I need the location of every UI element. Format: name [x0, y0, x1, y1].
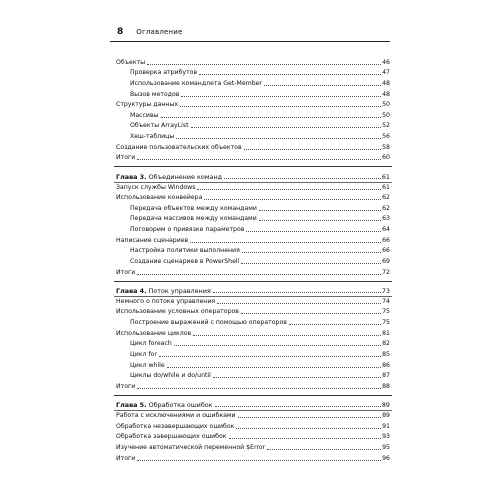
dot-leader: [241, 312, 381, 314]
dot-leader: [215, 405, 381, 407]
entry-page-number: 61: [381, 172, 390, 181]
dot-leader: [289, 323, 381, 325]
toc-entry[interactable]: [116, 359, 390, 370]
dot-leader: [224, 177, 381, 179]
dot-leader: [190, 241, 381, 243]
dot-leader: [147, 63, 381, 65]
dot-leader: [176, 137, 381, 139]
dot-leader: [137, 459, 381, 461]
entry-page-number: 87: [382, 372, 390, 380]
dot-leader: [180, 105, 381, 107]
toc-chapter-entry[interactable]: [116, 399, 390, 410]
entry-title: Цикл for: [130, 350, 157, 358]
entry-title: Немного о потоке управления: [116, 297, 216, 305]
toc-entry[interactable]: [116, 234, 390, 245]
entry-page-number: 95: [382, 443, 390, 451]
chapter-title: Обработка ошибок: [148, 401, 213, 410]
entry-title: Итоги: [116, 454, 136, 462]
dot-leader: [238, 416, 382, 418]
dot-leader: [246, 230, 381, 232]
chapter-label: Глава 3.: [116, 172, 147, 181]
entry-title: Использование конвейера: [116, 194, 203, 202]
entry-title: Хеш-таблицы: [130, 133, 175, 140]
entry-title: Поговорим о привязке параметров: [130, 226, 245, 233]
entry-title: Проверка атрибутов: [130, 69, 198, 77]
entry-title: Массивы: [130, 111, 159, 119]
dot-leader: [217, 302, 381, 304]
dot-leader: [193, 334, 381, 336]
toc-entry[interactable]: [116, 255, 390, 266]
table-of-contents: [116, 56, 390, 463]
dot-leader: [241, 262, 381, 264]
entry-title: Итоги: [116, 154, 136, 162]
toc-chapter-entry[interactable]: [116, 170, 390, 181]
dot-leader: [191, 126, 382, 128]
toc-entry[interactable]: [116, 370, 390, 381]
entry-page-number: 47: [382, 69, 390, 77]
toc-entry[interactable]: [116, 338, 390, 349]
entry-page-number: 63: [382, 215, 390, 223]
entry-title: Запуск службы Windows: [116, 183, 196, 191]
dot-leader: [181, 95, 381, 97]
entry-title: Структуры данных: [116, 101, 179, 109]
entry-page-number: 50: [382, 111, 390, 119]
entry-title: Циклы do/while и do/until: [130, 372, 211, 380]
entry-page-number: 96: [382, 454, 390, 462]
toc-entry[interactable]: [116, 306, 390, 317]
toc-entry[interactable]: [116, 141, 390, 152]
dot-leader: [204, 198, 381, 200]
toc-entry[interactable]: [116, 380, 390, 391]
entry-page-number: 66: [382, 236, 390, 244]
entry-page-number: 86: [382, 361, 390, 369]
entry-page-number: 48: [382, 79, 390, 87]
dot-leader: [161, 116, 382, 118]
entry-page-number: 85: [382, 350, 390, 358]
entry-page-number: 66: [382, 247, 390, 255]
dot-leader: [213, 291, 381, 293]
entry-page-number: 50: [382, 101, 390, 109]
toc-entry[interactable]: [116, 109, 390, 120]
toc-entry[interactable]: [116, 441, 390, 452]
entry-title: Построение выражений с помощью операторов: [130, 319, 287, 326]
toc-entry[interactable]: [116, 223, 390, 234]
entry-page-number: 56: [382, 133, 390, 140]
toc-entry[interactable]: [116, 409, 390, 420]
dot-leader: [137, 273, 381, 275]
entry-title: Использование условных операторов: [116, 308, 239, 316]
header-rule: [110, 41, 390, 42]
toc-entry[interactable]: [116, 452, 390, 463]
dot-leader: [244, 148, 382, 150]
toc-entry[interactable]: [116, 348, 390, 359]
running-header: [117, 27, 390, 41]
chapter-title: Поток управления: [148, 287, 211, 296]
chapter-divider: [116, 162, 390, 170]
toc-entry[interactable]: [116, 316, 390, 327]
dot-leader: [259, 219, 381, 221]
entry-title: Объекты: [116, 58, 146, 66]
toc-entry[interactable]: [116, 88, 390, 99]
entry-page-number: 64: [382, 226, 390, 233]
dot-leader: [267, 448, 381, 450]
dot-leader: [137, 158, 381, 160]
toc-entry[interactable]: [116, 266, 390, 277]
entry-page-number: 58: [382, 143, 390, 151]
dot-leader: [259, 209, 381, 211]
toc-entry[interactable]: [116, 67, 390, 78]
entry-page-number: 74: [382, 297, 390, 305]
entry-title: Передача массивов между командами: [130, 215, 257, 223]
entry-title: Использование командлета Get-Member: [130, 79, 262, 87]
toc-entry[interactable]: [116, 152, 390, 163]
toc-entry[interactable]: [116, 327, 390, 338]
entry-title: Передача объектов между командами: [130, 204, 257, 212]
dot-leader: [167, 366, 381, 368]
entry-page-number: 75: [382, 308, 390, 316]
entry-page-number: 93: [382, 433, 390, 441]
entry-page-number: 72: [382, 268, 390, 276]
toc-entry[interactable]: [116, 77, 390, 88]
entry-page-number: 61: [382, 183, 390, 191]
chapter-divider: [116, 391, 390, 399]
entry-title: Цикл foreach: [130, 340, 172, 348]
chapter-label: Глава 5.: [116, 401, 147, 410]
page-number: 8: [117, 27, 124, 37]
toc-entry[interactable]: [116, 120, 390, 131]
entry-page-number: 82: [382, 340, 390, 348]
toc-entry[interactable]: [116, 192, 390, 203]
toc-entry[interactable]: [116, 245, 390, 256]
entry-page-number: 69: [382, 257, 390, 265]
entry-title: Вызов методов: [130, 90, 180, 98]
toc-entry[interactable]: [116, 99, 390, 110]
entry-title: Цикл while: [130, 361, 165, 369]
entry-title: Обработка незавершающих ошибок: [116, 422, 235, 430]
toc-entry[interactable]: [116, 213, 390, 224]
dot-leader: [242, 251, 381, 253]
entry-page-number: 48: [382, 90, 390, 98]
toc-entry[interactable]: [116, 56, 390, 67]
entry-title: Итоги: [116, 382, 136, 390]
entry-page-number: 89: [382, 412, 390, 419]
entry-page-number: 60: [382, 154, 390, 162]
entry-page-number: 81: [382, 329, 390, 337]
toc-chapter-entry[interactable]: [116, 285, 390, 296]
dot-leader: [159, 355, 381, 357]
entry-title: Работа с исключениями и ошибками: [116, 412, 236, 419]
entry-title: Настройка политики выполнения: [130, 247, 240, 255]
toc-entry[interactable]: [116, 420, 390, 431]
dot-leader: [213, 376, 381, 378]
entry-title: Написание сценариев: [116, 236, 189, 244]
dot-leader: [197, 188, 381, 190]
entry-title: Обработка завершающих ошибок: [116, 433, 227, 441]
entry-page-number: 88: [382, 382, 390, 390]
entry-title: Изучение автоматической переменной $Error: [116, 443, 266, 451]
chapter-label: Глава 4.: [116, 287, 147, 296]
entry-page-number: 91: [382, 422, 390, 430]
entry-page-number: 62: [382, 204, 390, 212]
running-title: Оглавление: [136, 28, 183, 36]
toc-entry[interactable]: [116, 295, 390, 306]
toc-entry[interactable]: [116, 130, 390, 141]
chapter-title: Объединение команд: [148, 172, 223, 181]
toc-entry[interactable]: [116, 202, 390, 213]
dot-leader: [236, 427, 381, 429]
chapter-divider: [116, 277, 390, 285]
dot-leader: [174, 344, 381, 346]
dot-leader: [229, 437, 382, 439]
entry-title: Создание пользовательских объектов: [116, 143, 242, 151]
dot-leader: [199, 73, 381, 75]
dot-leader: [264, 84, 381, 86]
entry-page-number: 62: [382, 194, 390, 202]
entry-title: Использование циклов: [116, 329, 192, 337]
toc-entry[interactable]: [116, 431, 390, 442]
entry-page-number: 46: [382, 58, 390, 66]
entry-title: Итоги: [116, 268, 136, 276]
entry-title: Создание сценариев в PowerShell: [130, 257, 240, 265]
toc-entry[interactable]: [116, 181, 390, 192]
entry-page-number: 89: [381, 401, 390, 410]
entry-page-number: 73: [381, 287, 390, 296]
dot-leader: [137, 387, 381, 389]
entry-title: Объекты ArrayList: [130, 122, 189, 130]
entry-page-number: 75: [382, 319, 390, 326]
entry-page-number: 52: [382, 122, 390, 130]
